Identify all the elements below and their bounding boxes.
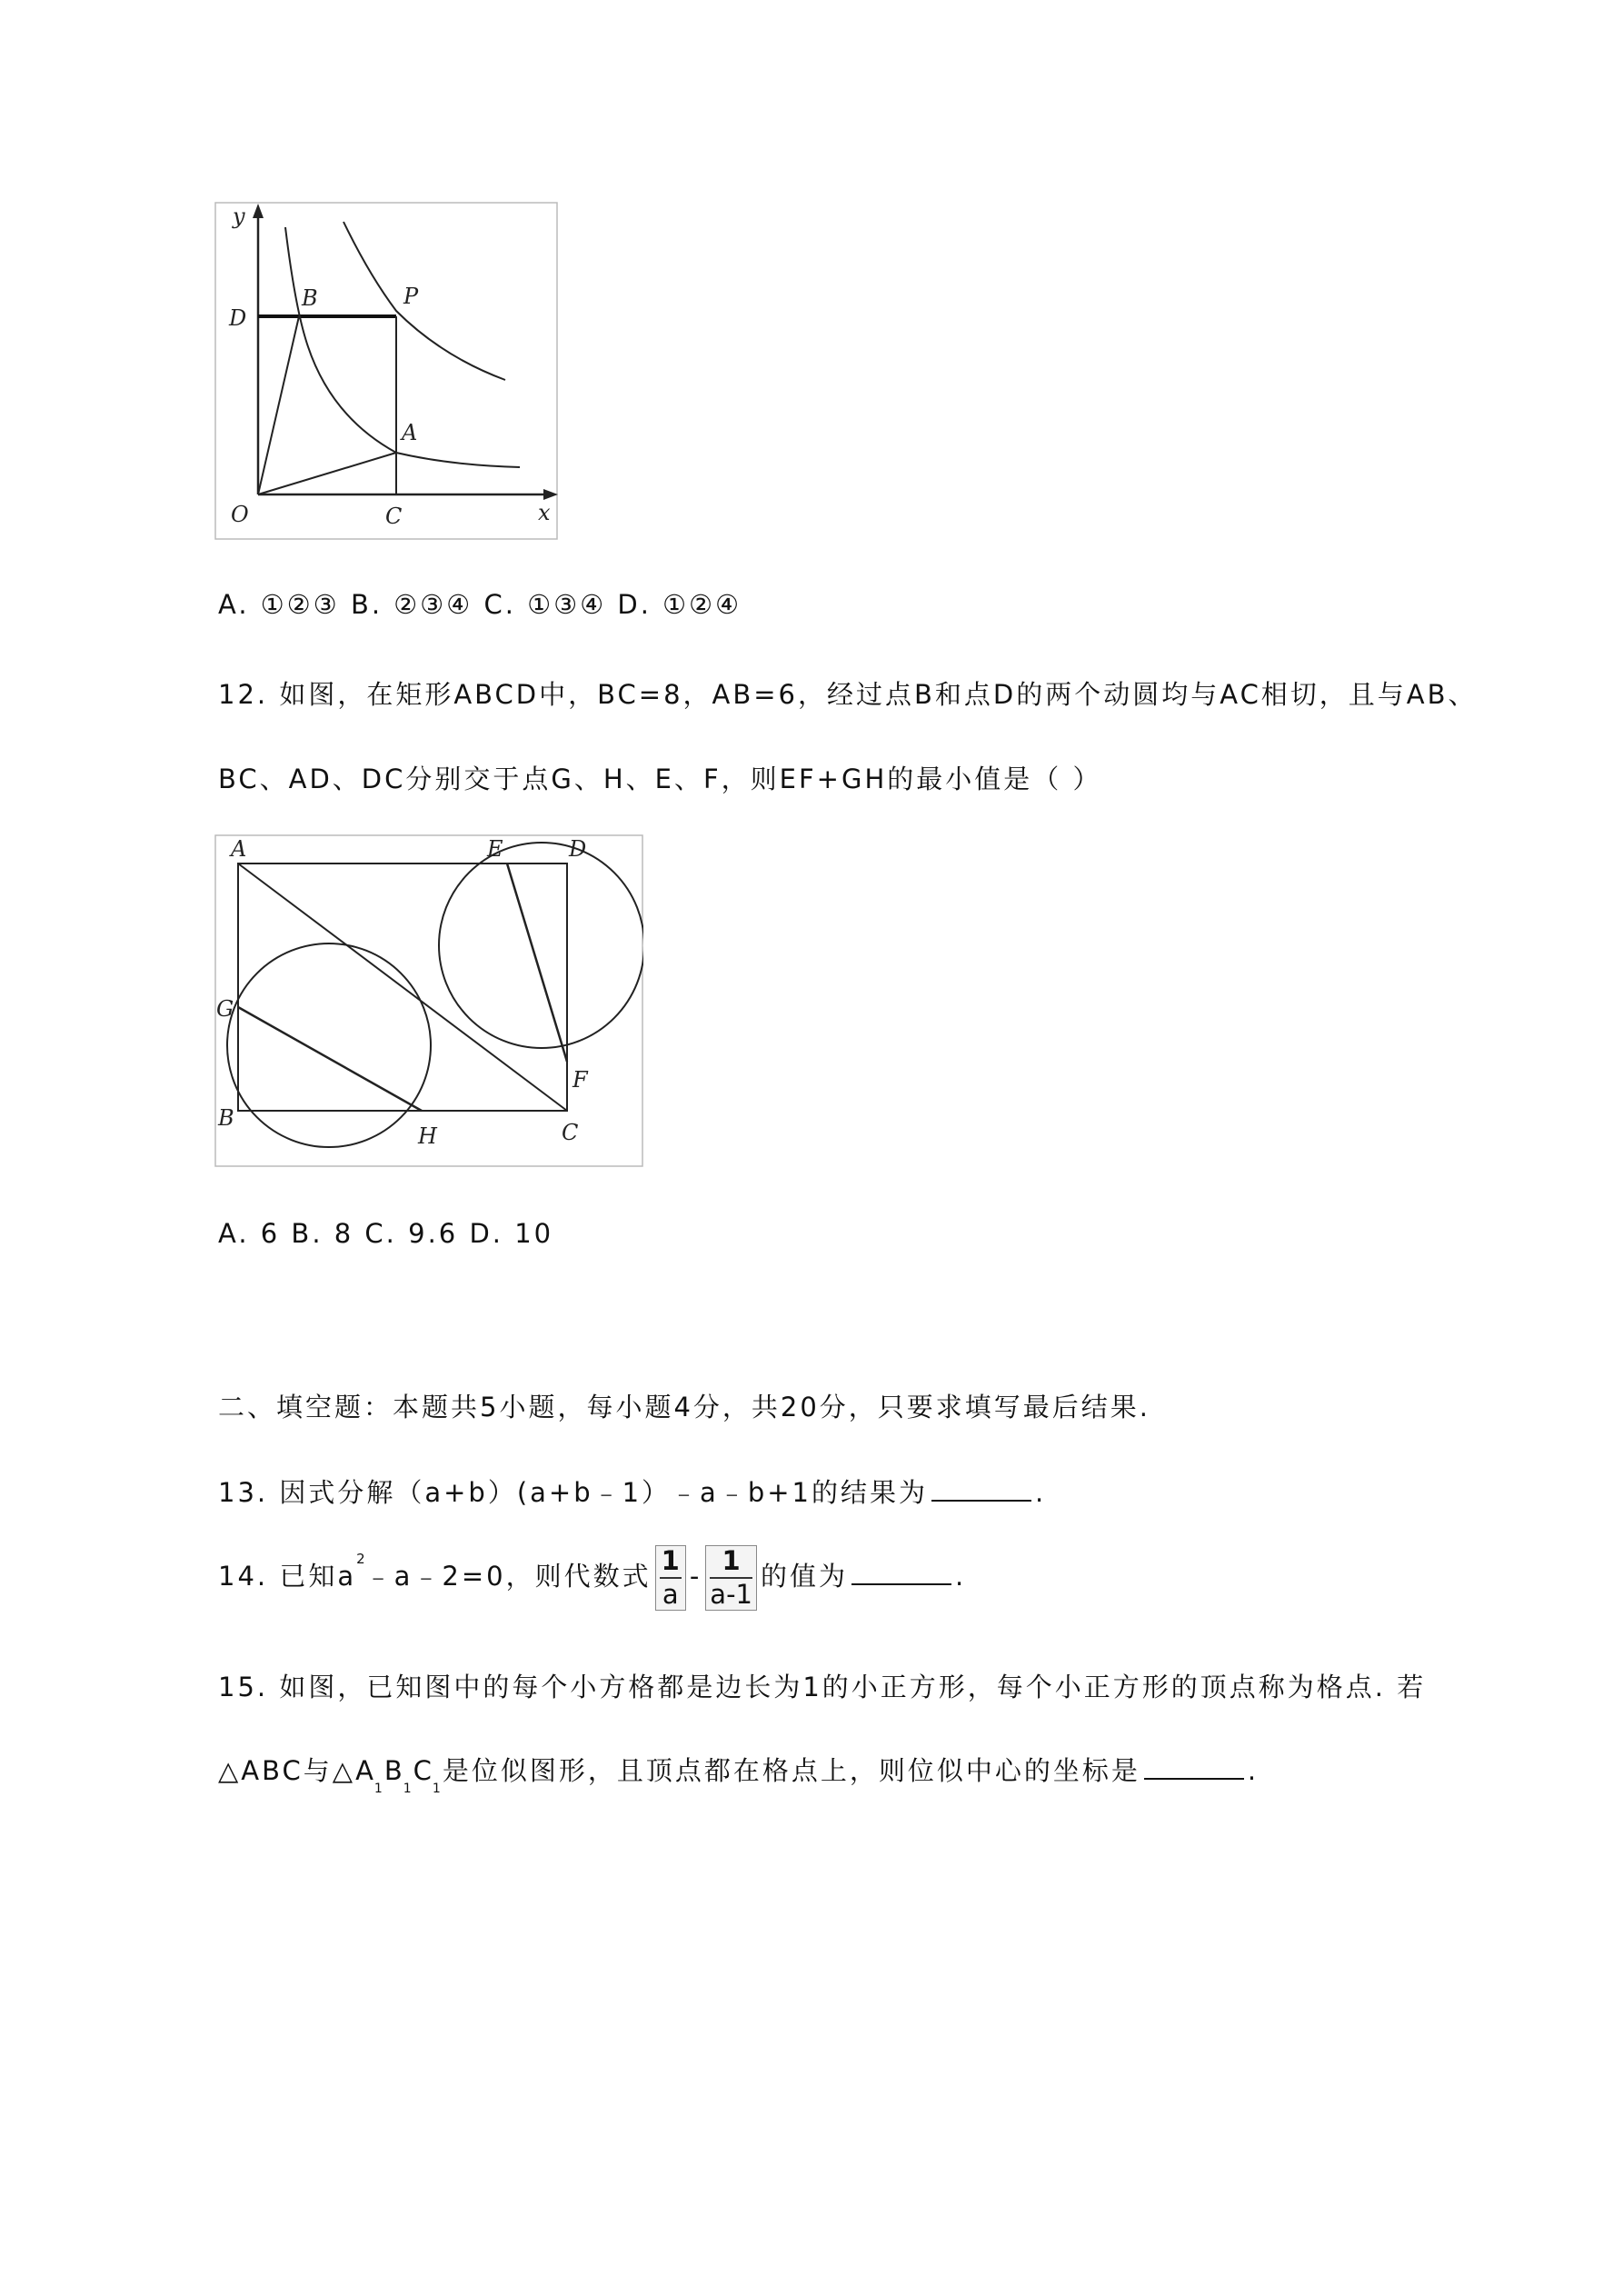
q15-text-line1: 15. 如图，已知图中的每个小方格都是边长为1的小正方形，每个小正方形的顶点称为格点. 若 bbox=[218, 1672, 1427, 1702]
x-axis-label: x bbox=[538, 500, 551, 525]
rect-point-d-label: D bbox=[569, 836, 587, 862]
q12-text-line1: 12. 如图，在矩形ABCD中，BC=8，AB=6，经过点B和点D的两个动圆均与AC相切，且与AB、 bbox=[218, 679, 1478, 710]
section-2-header: 二、填空题：本题共5小题，每小题4分，共20分，只要求填写最后结果. bbox=[218, 1392, 1151, 1423]
q14-answer-blank[interactable] bbox=[851, 1562, 951, 1585]
q15-sub-c1: 1 bbox=[432, 1782, 441, 1796]
fraction1-numerator: 1 bbox=[660, 1548, 682, 1579]
point-c-label: C bbox=[385, 504, 403, 529]
q15-question: 是位似图形，且顶点都在格点上，则位似中心的坐标是 bbox=[442, 1755, 1140, 1786]
fraction-one-over-a bbox=[655, 1545, 686, 1611]
rect-point-e-label: E bbox=[487, 836, 503, 862]
rectangle-circles-figure bbox=[214, 834, 643, 1167]
q11-options: A. ①②③ B. ②③④ C. ①③④ D. ①②④ bbox=[218, 589, 742, 620]
q13-period: . bbox=[1035, 1477, 1047, 1508]
q15-sub-b1: 1 bbox=[403, 1782, 412, 1796]
rect-point-a-label: A bbox=[231, 836, 247, 862]
q15-period: . bbox=[1247, 1755, 1260, 1786]
q14-exponent: 2 bbox=[356, 1551, 365, 1567]
fraction-one-over-a-minus-one bbox=[705, 1545, 757, 1611]
rect-point-f-label: F bbox=[573, 1067, 588, 1093]
q13-answer-blank[interactable] bbox=[931, 1478, 1031, 1502]
rect-point-h-label: H bbox=[418, 1123, 437, 1149]
q13-question: 13. 因式分解（a+b）(a+b﹣1）﹣a﹣b+1的结果为 bbox=[218, 1477, 928, 1508]
q15-text-line2 bbox=[218, 1751, 1260, 1796]
fraction1-denominator: a bbox=[662, 1579, 679, 1610]
point-p-label: P bbox=[403, 284, 419, 309]
q14-text bbox=[218, 1545, 966, 1611]
hyperbola-diagram bbox=[214, 202, 558, 540]
q15-sub-a1: 1 bbox=[373, 1782, 383, 1796]
rectangle-circles-diagram bbox=[214, 834, 643, 1167]
point-d-label: D bbox=[229, 305, 247, 331]
y-axis-label: y bbox=[233, 204, 245, 229]
q12-text-line2: BC、AD、DC分别交于点G、H、E、F，则EF+GH的最小值是（ ） bbox=[218, 764, 1102, 794]
rect-point-c-label: C bbox=[562, 1120, 579, 1145]
q14-condition: ﹣a﹣2=0，则代数式 bbox=[364, 1561, 652, 1592]
q14-prefix: 14. 已知a bbox=[218, 1561, 357, 1592]
fraction2-numerator: 1 bbox=[710, 1548, 752, 1579]
q13-text bbox=[218, 1472, 1046, 1510]
q15-triangles-a: △ABC与△A bbox=[218, 1755, 376, 1786]
q12-options: A. 6 B. 8 C. 9.6 D. 10 bbox=[218, 1218, 554, 1249]
q15-answer-blank[interactable] bbox=[1144, 1756, 1244, 1780]
q15-vertex-c1: C bbox=[413, 1755, 434, 1786]
q14-suffix: 的值为 bbox=[760, 1561, 848, 1592]
origin-label: O bbox=[231, 502, 249, 527]
point-b-label: B bbox=[302, 285, 318, 311]
rect-point-b-label: B bbox=[218, 1105, 234, 1131]
q14-minus: - bbox=[689, 1561, 702, 1592]
q14-period: . bbox=[955, 1561, 967, 1592]
hyperbola-figure bbox=[214, 202, 558, 540]
point-a-label: A bbox=[402, 420, 418, 445]
fraction2-denominator: a-1 bbox=[710, 1579, 752, 1610]
rect-point-g-label: G bbox=[216, 996, 234, 1022]
q15-vertex-b1: B bbox=[383, 1755, 405, 1786]
